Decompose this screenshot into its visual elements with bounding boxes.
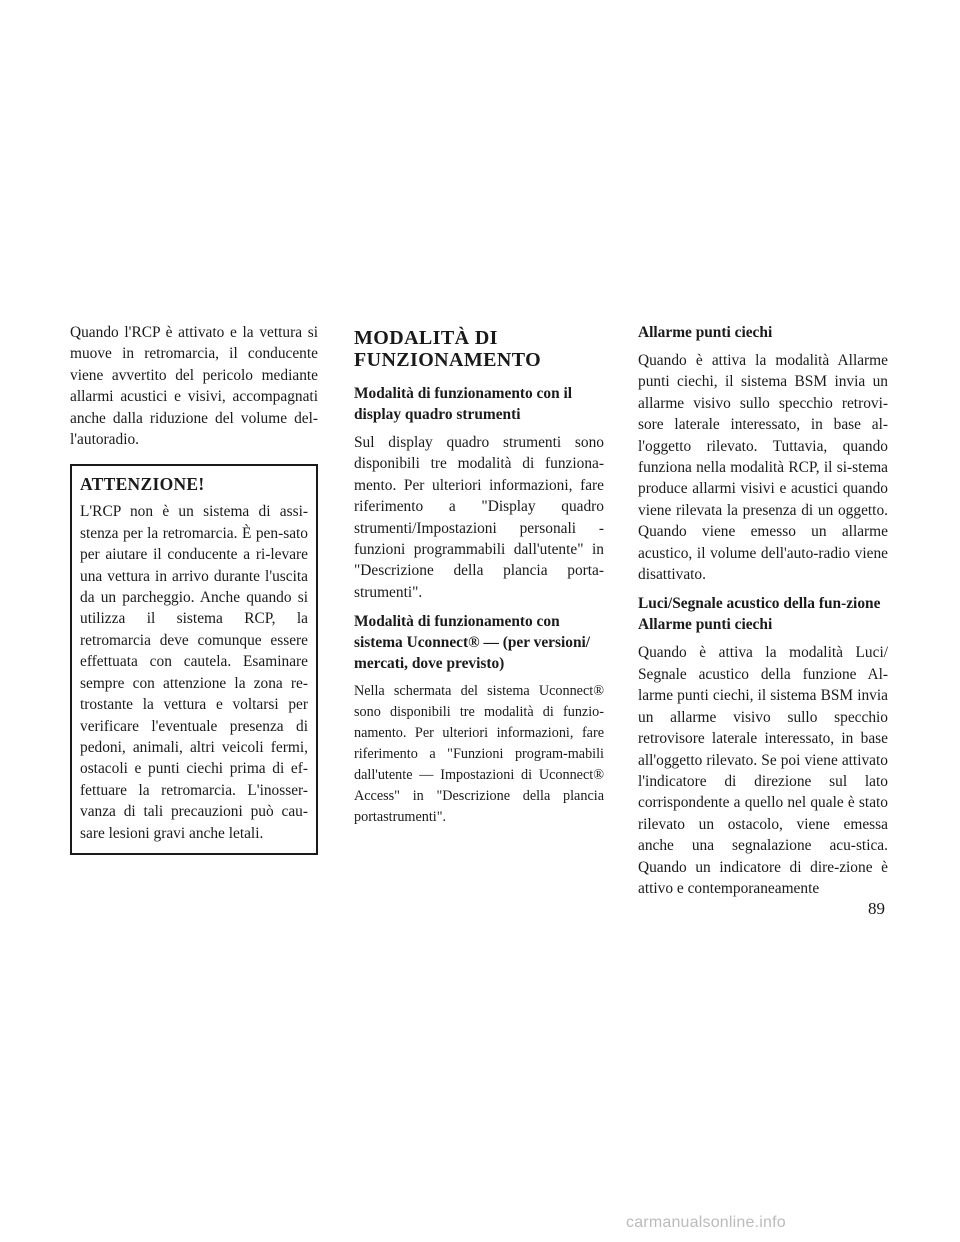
paragraph-lights-chime: Quando è attiva la modalità Luci/ Segnale acustico della funzione Al-larme punti ciechi, il sistema BSM invia un allarme visivo sullo specchio retrovisore laterale interessato, in base all'oggetto rilevato. Se poi viene attivato l'indicatore di direzione sul lato corrispondente a quello nel quale è stato rilevato un ostacolo, viene emessa anche una segnalazione acu-stica. Quando un indicatore di dire-zione è attivo e contemporaneamente	[638, 644, 888, 897]
warning-title: ATTENZIONE!	[80, 474, 205, 495]
intro-paragraph: Quando l'RCP è attivato e la vettura si muove in retromarcia, il conducente viene avvertito del pericolo mediante allarmi acustici e visivi, accompagnati anche dalla riduzione del volume del-l'autoradio.	[70, 324, 318, 449]
page-number: 89	[868, 899, 885, 918]
paragraph-uconnect-mode: Nella schermata del sistema Uconnect® sono disponibili tre modalità di funzio-namento. Per ulteriori informazioni, fare riferimento a "Funzioni program-mabili dall'utente — Impostazioni di Uconnect® Access" in "Descrizione della plancia portastrumenti".	[354, 683, 604, 826]
subheading-lights-chime: Luci/Segnale acustico della fun-zione Allarme punti ciechi	[638, 595, 881, 634]
column-middle	[354, 322, 604, 828]
paragraph-display-mode: Sul display quadro strumenti sono disponibili tre modalità di funziona-mento. Per ulteriori informazioni, fare riferimento a "Display quadro strumenti/Impostazioni personali - funzioni programmabili dall'utente" in "Descrizione della plancia porta-strumenti".	[354, 434, 604, 601]
paragraph-blind-spot-alert: Quando è attiva la modalità Allarme punti ciechi, il sistema BSM invia un allarme visivo sullo specchio retrovi-sore laterale interessato, in base al-l'oggetto rilevato. Tuttavia, quando funziona nella modalità RCP, il si-stema produce allarmi visivi e acustici quando viene rilevata la presenza di un oggetto. Quando viene emesso un allarme acustico, il volume dell'auto-radio viene disattivato.	[638, 352, 888, 584]
watermark: carmanualsonline.info	[626, 1214, 786, 1231]
warning-text: L'RCP non è un sistema di assi-stenza per la retromarcia. È pen-sato per aiutare il conducente a ri-levare una vettura in arrivo durante l'uscita da un parcheggio. Anche quando si utilizza il sistema RCP, la retromarcia deve comunque essere effettuata con cautela. Esaminare sempre con attenzione la zona re-trostante la vettura e voltarsi per verificare l'eventuale presenza di pedoni, animali, altri veicoli fermi, ostacoli e punti ciechi prima di ef-fettuare la retromarcia. L'inosser-vanza di tali precauzioni può cau-sare lesioni gravi anche letali.	[80, 503, 308, 842]
subheading-blind-spot-alert: Allarme punti ciechi	[638, 324, 773, 341]
subheading-display-mode: Modalità di funzionamento con il display quadro strumenti	[354, 385, 573, 423]
column-right	[638, 322, 888, 899]
warning-box	[70, 464, 318, 855]
column-left	[70, 322, 318, 855]
section-heading: MODALITÀ DI FUNZIONAMENTO	[354, 327, 542, 371]
subheading-uconnect-mode: Modalità di funzionamento con sistema Uconnect® — (per versioni/ mercati, dove previsto)	[354, 613, 591, 673]
